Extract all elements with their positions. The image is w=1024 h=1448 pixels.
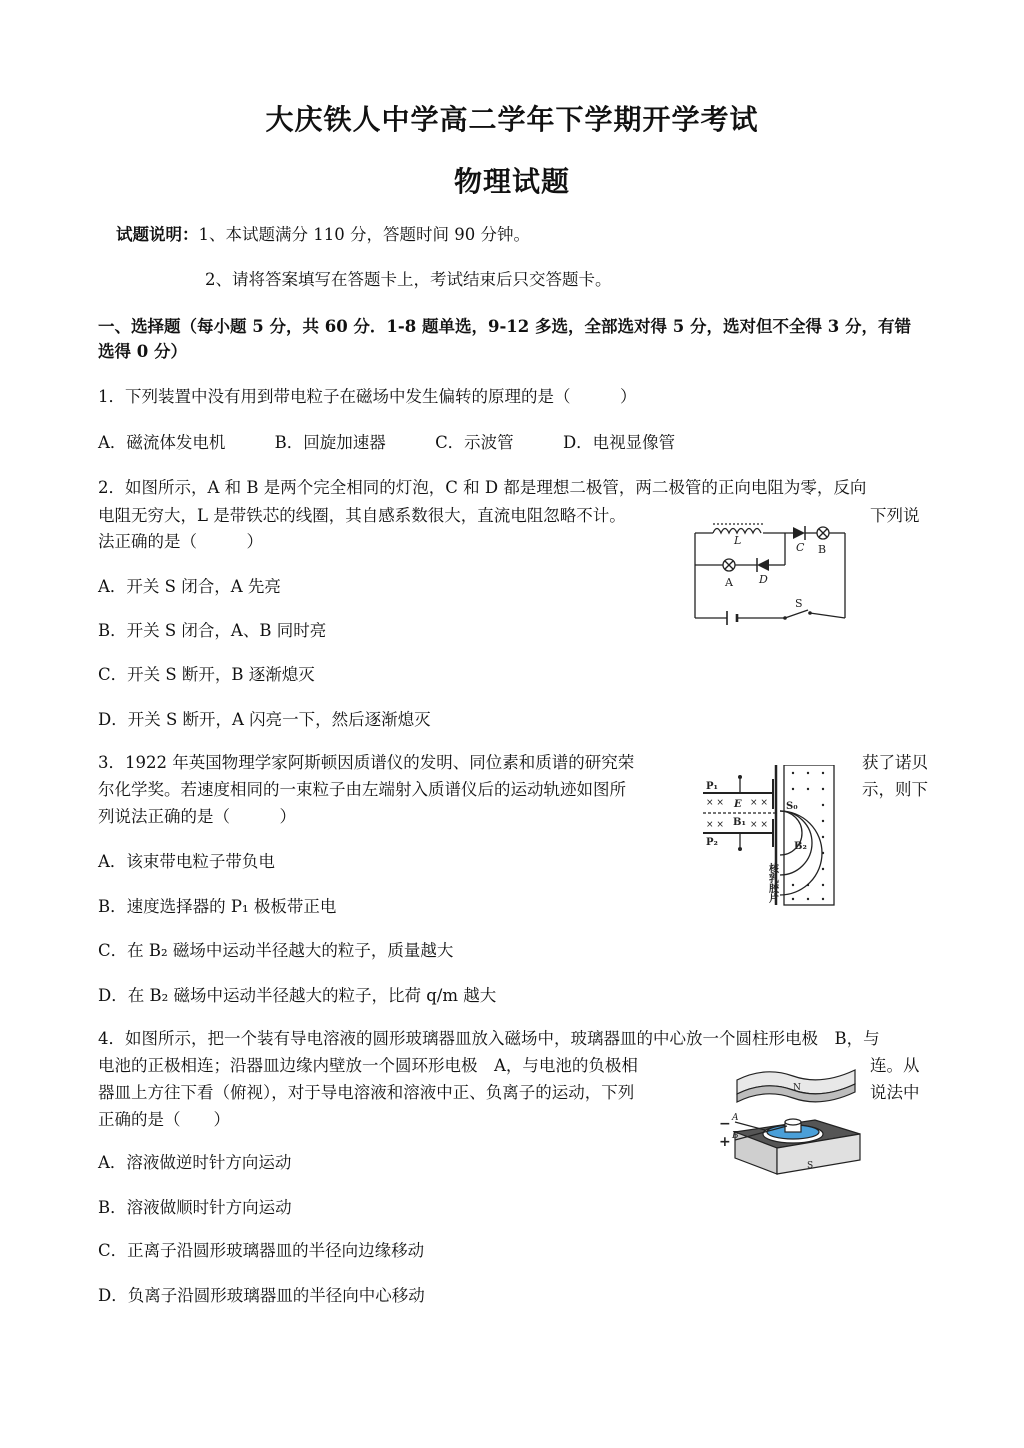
q2-fig-label-s: S (795, 597, 803, 610)
q3-fig-label-p2: P₂ (706, 837, 718, 848)
svg-text:× ×: × × (750, 820, 768, 830)
q1-stem: 1．下列装置中没有用到带电粒子在磁场中发生偏转的原理的是（ ） (98, 387, 637, 406)
q3-fig-label-b1: B₁ (733, 817, 746, 828)
q2-option-b: B．开关 S 闭合，A、B 同时亮 (98, 621, 327, 640)
q3-fig-label-film: 核乳胶片 (766, 863, 778, 903)
q4-option-d: D．负离子沿圆形玻璃器皿的半径向中心移动 (98, 1286, 425, 1305)
q4-line-2b: 连。从 (870, 1056, 920, 1075)
q3-option-a: A．该束带电粒子带负电 (98, 852, 275, 871)
q4-magnet-figure (715, 1062, 865, 1178)
q4-line-2a: 电池的正极相连；沿器皿边缘内壁放一个圆环形电极 A，与电池的负极相 (98, 1056, 638, 1075)
q1-options (98, 432, 719, 454)
q4-option-a: A．溶液做逆时针方向运动 (98, 1153, 292, 1172)
instructions-line-1 (116, 224, 530, 246)
q2-fig-label-d: D (759, 573, 768, 586)
q4-line-3a: 器皿上方往下看（俯视），对于导电溶液和溶液中正、负离子的运动，下列 (98, 1083, 635, 1102)
q2-fig-label-c: C (796, 541, 805, 554)
q2-line-1: 2．如图所示，A 和 B 是两个完全相同的灯泡，C 和 D 都是理想二极管，两二极管的正向电阻为零，反向 (98, 478, 867, 497)
page-title: 大庆铁人中学高二学年下学期开学考试 (265, 103, 759, 136)
page-subtitle: 物理试题 (453, 165, 570, 198)
q1-option-d: D．电视显像管 (562, 433, 676, 452)
q3-mass-spectrometer-figure (698, 765, 838, 907)
q2-option-d: D．开关 S 断开，A 闪亮一下，然后逐渐熄灭 (98, 710, 431, 729)
q2-fig-label-l: L (734, 534, 742, 547)
q1-option-c: C．示波管 (435, 433, 514, 452)
q4-line-1: 4．如图所示，把一个装有导电溶液的圆形玻璃器皿放入磁场中，玻璃器皿的中心放一个圆柱形电极 B，与 (98, 1029, 880, 1048)
q4-line-4: 正确的是（ ） (98, 1110, 230, 1129)
section-header-line-2: 选得 0 分） (98, 342, 187, 361)
q3-option-b: B．速度选择器的 P₁ 极板带正电 (98, 897, 337, 916)
q4-line-3b: 说法中 (870, 1083, 920, 1102)
q3-line-1a: 3．1922 年英国物理学家阿斯顿因质谱仪的发明、同位素和质谱的研究荣 (98, 753, 635, 772)
q2-line-2a: 电阻无穷大，L 是带铁芯的线圈，其自感系数很大，直流电阻忽略不计。 (98, 506, 626, 525)
q3-fig-label-s0: S₀ (786, 801, 798, 812)
instructions-label: 试题说明： (116, 225, 199, 244)
q4-fig-label-a: A (732, 1113, 739, 1123)
q4-option-c: C．正离子沿圆形玻璃器皿的半径向边缘移动 (98, 1241, 425, 1260)
q2-option-a: A．开关 S 闭合，A 先亮 (98, 577, 281, 596)
q4-fig-label-b: B (732, 1131, 739, 1141)
q3-fig-label-p1: P₁ (706, 781, 718, 792)
q2-circuit-figure (685, 513, 855, 633)
q3-line-2b: 示，则下 (862, 780, 928, 799)
q4-fig-label-s: S (807, 1161, 814, 1171)
q2-fig-label-a: A (725, 576, 733, 589)
svg-text:× ×: × × (706, 820, 724, 830)
q3-fig-label-e: E (734, 799, 742, 810)
q2-line-3: 法正确的是（ ） (98, 532, 263, 551)
q1-option-b: B．回旋加速器 (274, 433, 386, 452)
q3-line-1b: 获了诺贝 (862, 753, 928, 772)
instructions-item-1: 1、本试题满分 110 分，答题时间 90 分钟。 (198, 225, 530, 244)
section-header-line-1: 一、选择题（每小题 5 分，共 60 分．1-8 题单选，9-12 多选，全部选对得 5 分，选对但不全得 3 分，有错 (98, 317, 911, 336)
q2-line-2b: 下列说 (870, 506, 920, 525)
q4-fig-label-plus: + (719, 1134, 731, 1150)
q4-fig-label-minus: − (719, 1116, 731, 1132)
q3-fig-label-b2: B₂ (794, 841, 807, 852)
q4-option-b: B．溶液做顺时针方向运动 (98, 1198, 292, 1217)
svg-text:× ×: × × (750, 798, 768, 808)
instructions-item-2: 2、请将答案填写在答题卡上，考试结束后只交答题卡。 (205, 270, 612, 289)
q1-option-a: A．磁流体发电机 (98, 433, 226, 452)
q3-line-2a: 尔化学奖。若速度相同的一束粒子由左端射入质谱仪后的运动轨迹如图所 (98, 780, 626, 799)
q2-fig-label-b: B (818, 543, 827, 556)
q3-line-3: 列说法正确的是（ ） (98, 807, 296, 826)
svg-text:× ×: × × (706, 798, 724, 808)
q3-option-d: D．在 B₂ 磁场中运动半径越大的粒子，比荷 q/m 越大 (98, 986, 497, 1005)
q4-fig-label-n: N (793, 1083, 801, 1093)
q3-option-c: C．在 B₂ 磁场中运动半径越大的粒子，质量越大 (98, 941, 454, 960)
q2-option-c: C．开关 S 断开，B 逐渐熄灭 (98, 665, 315, 684)
